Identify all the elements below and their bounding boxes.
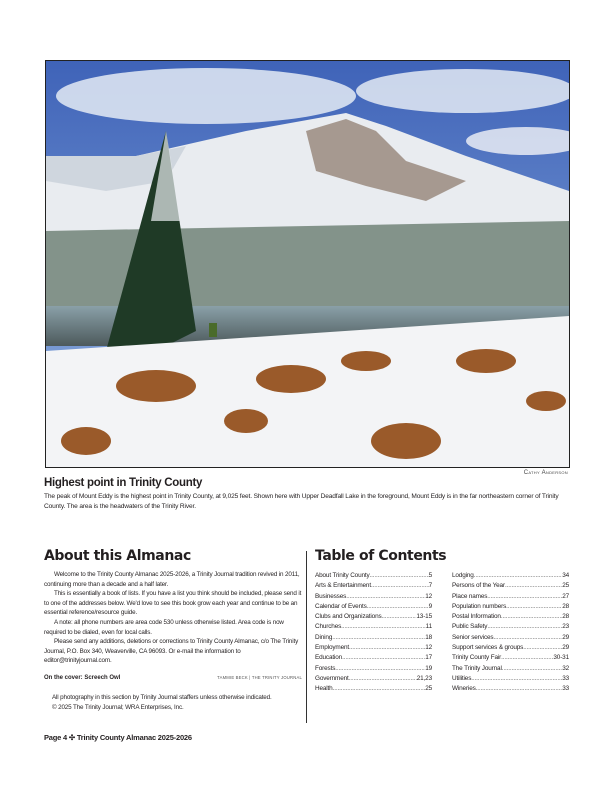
toc-entry-name: Government xyxy=(315,674,349,682)
toc-entry xyxy=(452,643,569,653)
toc-entry-page: 5 xyxy=(428,572,432,579)
toc-leader-dots xyxy=(341,622,426,632)
toc-entry-page: 18 xyxy=(425,633,432,641)
toc-entry-name: Utilities xyxy=(452,674,472,682)
toc-entry-name: Postal Information xyxy=(452,613,501,621)
toc-entry-name: Employment xyxy=(315,644,350,652)
toc-leader-dots xyxy=(506,602,562,612)
toc-leader-dots xyxy=(332,633,425,643)
toc-entry-page: 30-31 xyxy=(553,654,569,662)
toc-entry-page: 25 xyxy=(425,685,432,693)
toc-entry xyxy=(315,612,432,622)
toc-entry-name: Wineries xyxy=(452,685,476,693)
toc-entry-page: 32 xyxy=(562,664,569,672)
toc-leader-dots xyxy=(501,653,553,663)
toc-entry-page: 21,23 xyxy=(416,674,432,682)
toc-entry xyxy=(315,684,432,694)
toc-entry-name: Lodging xyxy=(452,572,474,579)
toc-entry xyxy=(452,612,569,622)
toc-leader-dots xyxy=(382,612,417,622)
toc-leader-dots xyxy=(371,581,429,591)
about-paragraph: Please send any additions, deletions or corrections to Trinity County Almanac, c/o The Trinity Journal, P.O. Box 340, Weaverville, CA 96093. Or e-mail the information to editor@trinityjournal.com. xyxy=(44,638,299,665)
toc-entry-page: 33 xyxy=(562,685,569,693)
toc-entry-name: Dining xyxy=(315,633,333,641)
toc-entry-name: Churches xyxy=(315,623,342,631)
toc-entry xyxy=(452,633,569,643)
toc-entry-name: Forests xyxy=(315,664,336,672)
about-section xyxy=(44,548,302,712)
toc-heading: Table of Contents xyxy=(315,548,447,564)
toc-entry-page: 7 xyxy=(428,582,432,590)
toc-leader-dots xyxy=(370,571,429,581)
toc-entry-page: 12 xyxy=(425,644,432,652)
caption-title: Highest point in Trinity County xyxy=(44,477,203,489)
toc-entry-page: 29 xyxy=(562,644,569,652)
table-of-contents xyxy=(315,548,569,695)
about-paragraph: This is essentially a book of lists. If you have a list you think should be included, please send it to one of the addresses below. We'd love to see this book grow each year and continue to be an essential reference/resource guide. xyxy=(44,590,302,617)
toc-entry-name: Senior services xyxy=(452,633,494,641)
toc-entry-name: The Trinity Journal xyxy=(452,664,502,672)
toc-entry-page: 11 xyxy=(425,623,432,631)
toc-leader-dots xyxy=(349,643,425,653)
toc-entry-name: Arts & Entertainment xyxy=(315,582,371,590)
toc-leader-dots xyxy=(471,674,562,684)
toc-leader-dots xyxy=(493,633,562,643)
mount-eddy-photo xyxy=(45,60,570,468)
photo-credit: Cathy Anderson xyxy=(523,470,568,476)
toc-leader-dots xyxy=(335,664,425,674)
toc-entry xyxy=(315,643,432,653)
toc-leader-dots xyxy=(367,602,429,612)
toc-entry xyxy=(452,581,569,591)
toc-entry-name: Businesses xyxy=(315,592,347,600)
toc-leader-dots xyxy=(502,664,562,674)
toc-leader-dots xyxy=(523,643,562,653)
toc-entry xyxy=(452,674,569,684)
toc-entry-page: 29 xyxy=(562,633,569,641)
toc-leader-dots xyxy=(346,592,425,602)
toc-entry xyxy=(315,592,432,602)
toc-entry xyxy=(452,664,569,674)
toc-entry-page: 33 xyxy=(562,674,569,682)
caption-text: The peak of Mount Eddy is the highest point in Trinity County, at 9,025 feet. Shown here with Upper Deadfall Lake in the foreground, Mount Eddy is in the far northeastern corner of Trinity County. The area is the headwaters of the Trinity River. xyxy=(44,493,559,510)
photo-note: All photography in this section by Trinity Journal staffers unless otherwise indicated. xyxy=(52,693,272,701)
toc-entry xyxy=(315,571,432,581)
toc-entry-page: 9 xyxy=(428,602,432,610)
toc-entry-name: Calendar of Events xyxy=(315,602,367,610)
toc-entry-page: 12 xyxy=(425,592,432,600)
toc-leader-dots xyxy=(501,612,562,622)
toc-entry xyxy=(452,684,569,694)
toc-entry-page: 34 xyxy=(562,572,569,579)
copyright: © 2025 The Trinity Journal; WRA Enterprises, Inc. xyxy=(52,703,184,711)
toc-entry-page: 23 xyxy=(562,623,569,631)
toc-entry xyxy=(452,602,569,612)
toc-entry-page: 13-15 xyxy=(416,613,432,621)
cover-credit: TAMMIE BECK | THE TRINITY JOURNAL xyxy=(217,674,302,680)
toc-entry xyxy=(315,581,432,591)
toc-entry xyxy=(315,653,432,663)
toc-entry-name: Trinity County Fair xyxy=(452,654,502,662)
toc-entry xyxy=(315,622,432,632)
about-paragraph: Welcome to the Trinity County Almanac 2025-2026, a Trinity Journal tradition revived in 2011, continuing more than a decade and a half later. xyxy=(44,571,300,588)
toc-entry-name: Population numbers xyxy=(452,602,507,610)
toc-entry xyxy=(452,622,569,632)
toc-entry-name: Public Safety xyxy=(452,623,488,631)
toc-leader-dots xyxy=(505,581,562,591)
toc-entry-name: About Trinity County xyxy=(315,572,370,579)
toc-entry xyxy=(315,664,432,674)
page-footer: Page 4 ✣ Trinity County Almanac 2025-2026 xyxy=(44,733,192,742)
toc-entry-page: 28 xyxy=(562,613,569,621)
toc-entry-name: Health xyxy=(315,685,333,693)
column-divider xyxy=(306,551,307,723)
toc-entry-name: Persons of the Year xyxy=(452,582,505,590)
toc-leader-dots xyxy=(487,592,562,602)
toc-leader-dots xyxy=(476,684,563,694)
toc-left-column xyxy=(315,571,432,695)
toc-entry-name: Place names xyxy=(452,592,488,600)
toc-leader-dots xyxy=(487,622,562,632)
toc-entry-page: 17 xyxy=(425,654,432,662)
toc-entry xyxy=(452,653,569,663)
toc-entry-name: Education xyxy=(315,654,343,662)
toc-entry xyxy=(452,592,569,602)
toc-leader-dots xyxy=(349,674,417,684)
about-paragraph: A note: all phone numbers are area code 530 unless otherwise listed. Area code is now required to be dialed, even for local calls. xyxy=(44,618,284,636)
toc-entry-page: 28 xyxy=(562,602,569,610)
toc-entry xyxy=(315,633,432,643)
toc-leader-dots xyxy=(333,684,426,694)
toc-leader-dots xyxy=(474,571,562,581)
toc-entry-page: 27 xyxy=(562,592,569,600)
toc-entry xyxy=(452,571,569,581)
toc-entry-page: 19 xyxy=(425,664,432,672)
toc-entry xyxy=(315,602,432,612)
about-heading: About this Almanac xyxy=(44,548,191,564)
cover-label: On the cover: Screech Owl xyxy=(44,674,121,681)
toc-leader-dots xyxy=(342,653,425,663)
toc-entry xyxy=(315,674,432,684)
toc-entry-name: Clubs and Organizations xyxy=(315,613,382,621)
toc-entry-page: 25 xyxy=(562,582,569,590)
toc-right-column xyxy=(452,571,569,695)
toc-entry-name: Support services & groups xyxy=(452,644,524,652)
